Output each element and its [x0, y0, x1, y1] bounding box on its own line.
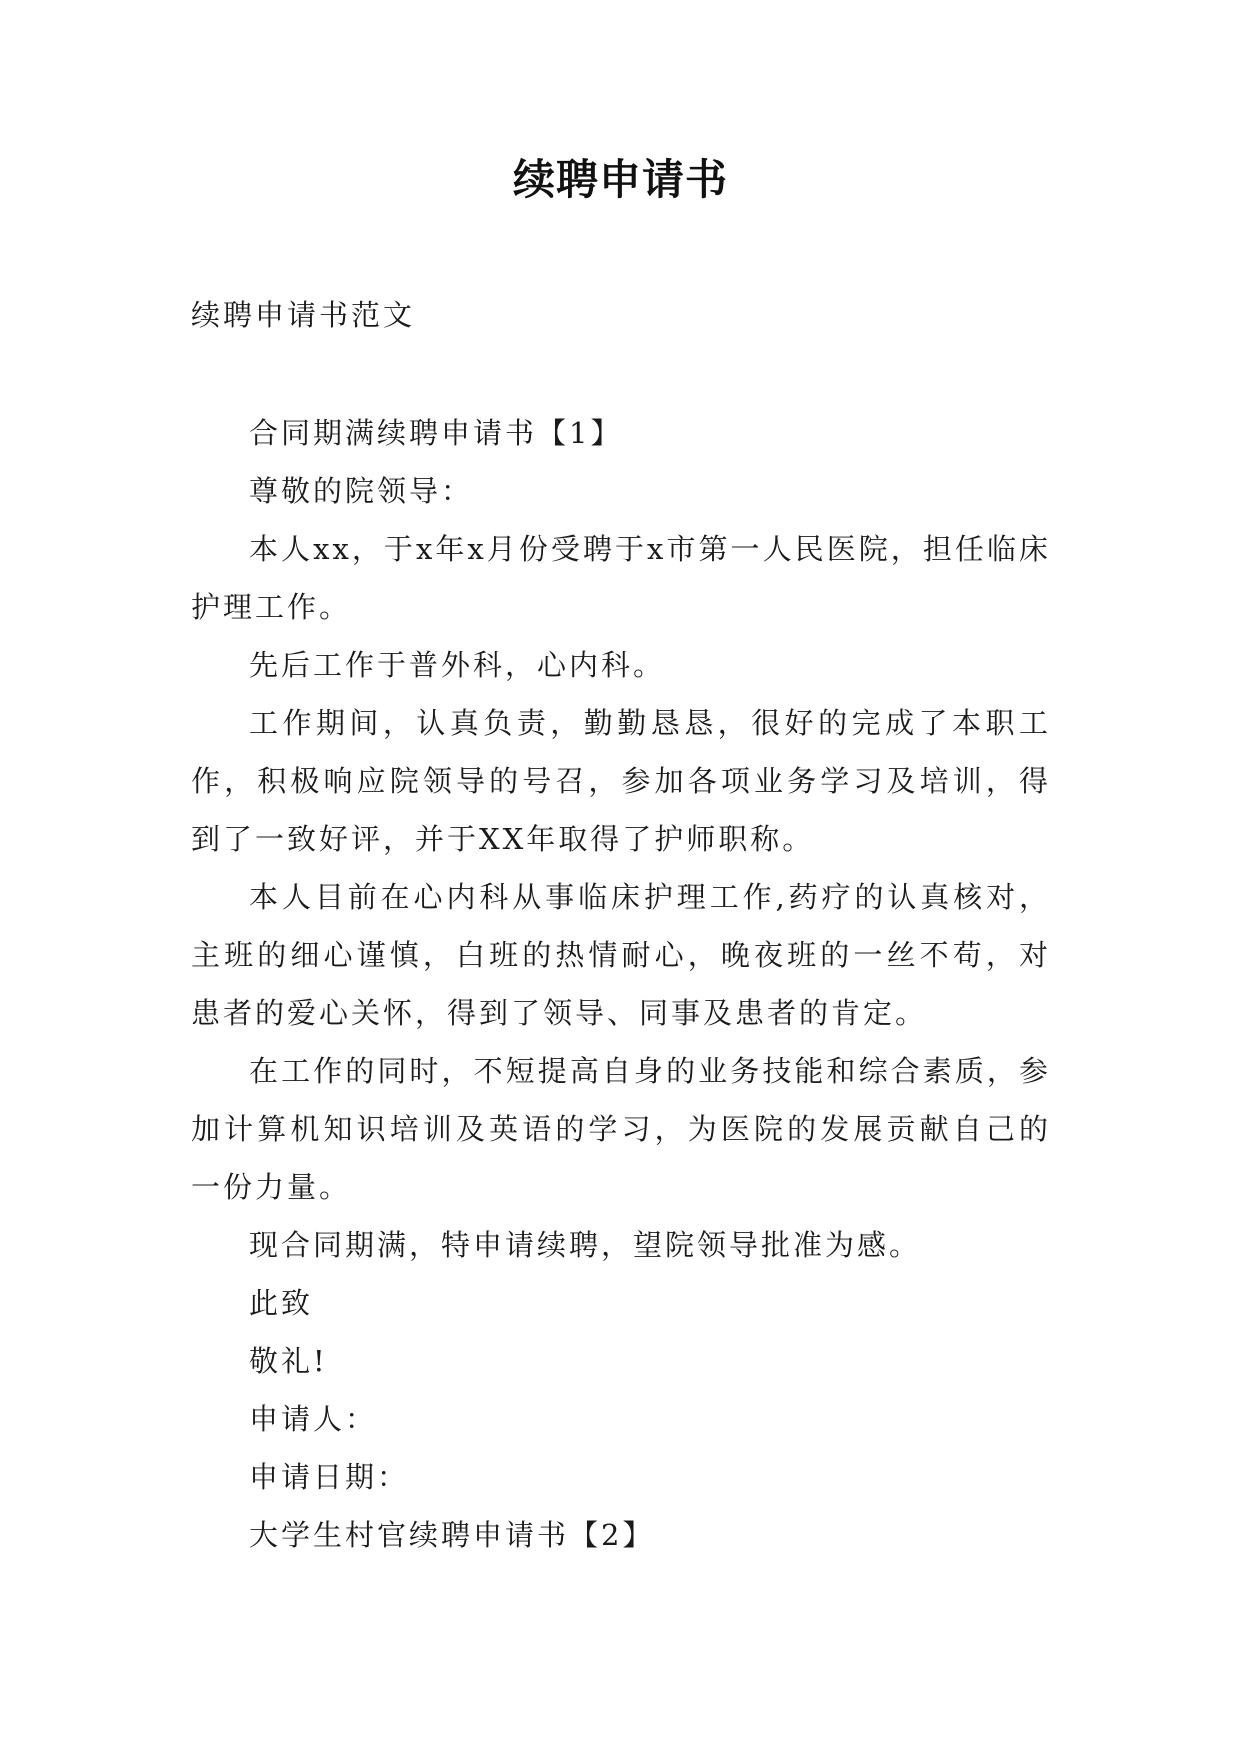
paragraph-departments: 先后工作于普外科，心内科。 — [249, 648, 666, 682]
closing-cizhi: 此致 — [249, 1286, 314, 1320]
paragraph-request: 现合同期满，特申请续聘，望院领导批准为感。 — [249, 1228, 922, 1262]
document-title: 续聘申请书 — [512, 155, 728, 204]
closing-jingli: 敬礼! — [249, 1344, 328, 1378]
paragraph-intro: 本人xx，于x年x月份受聘于x市第一人民医院，担任临床护理工作。 — [191, 532, 1051, 624]
applicant-label: 申请人： — [249, 1402, 378, 1436]
document-subtitle: 续聘申请书范文 — [191, 298, 416, 332]
document-body — [191, 404, 1051, 1564]
section-heading-2: 大学生村官续聘申请书【2】 — [249, 1518, 655, 1552]
section-heading-1: 合同期满续聘申请书【1】 — [249, 416, 623, 450]
application-date-label: 申请日期： — [249, 1460, 410, 1494]
paragraph-self-improvement: 在工作的同时，不短提高自身的业务技能和综合素质，参加计算机知识培训及英语的学习，为医院的发展贡献自己的一份力量。 — [191, 1054, 1051, 1204]
paragraph-work-period: 工作期间，认真负责，勤勤恳恳，很好的完成了本职工作，积极响应院领导的号召，参加各项业务学习及培训，得到了一致好评，并于XX年取得了护师职称。 — [191, 706, 1051, 856]
salutation: 尊敬的院领导： — [249, 474, 474, 508]
paragraph-current-work: 本人目前在心内科从事临床护理工作,药疗的认真核对，主班的细心谨慎，白班的热情耐心，晚夜班的一丝不苟，对患者的爱心关怀，得到了领导、同事及患者的肯定。 — [191, 880, 1051, 1030]
